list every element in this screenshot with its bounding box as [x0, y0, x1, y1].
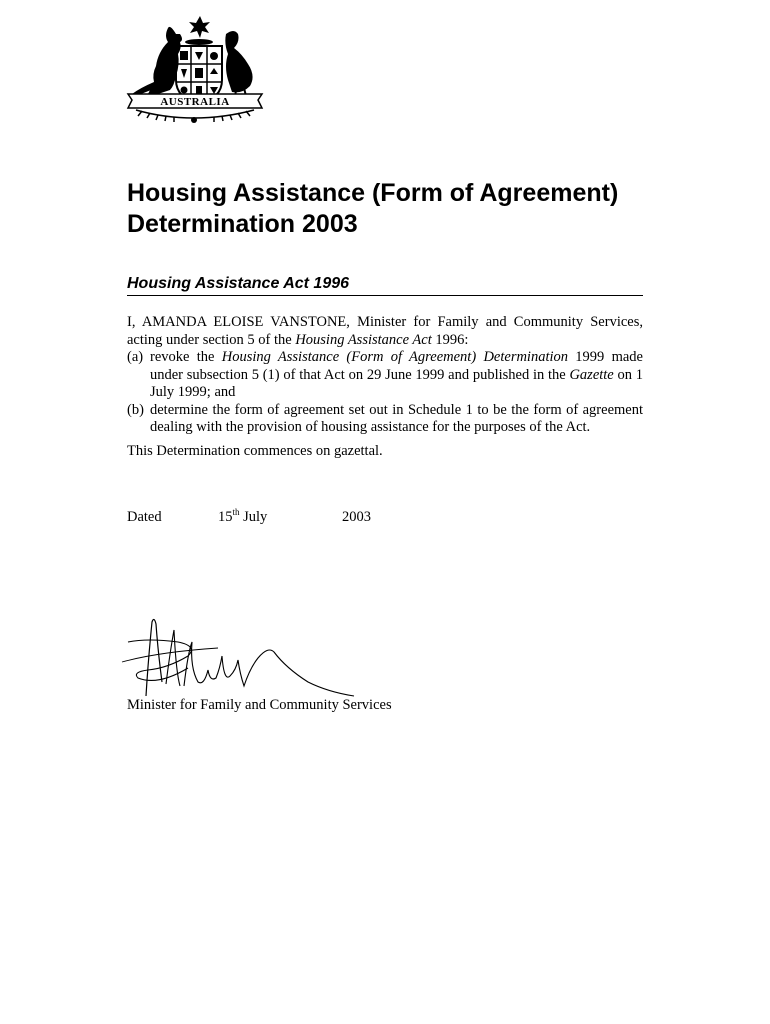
- dated-month: July: [243, 509, 268, 525]
- svg-text:AUSTRALIA: AUSTRALIA: [160, 96, 230, 108]
- coat-of-arms-crest: [124, 14, 266, 126]
- dated-day-suffix: th: [232, 507, 240, 517]
- gazette-name: Gazette: [569, 366, 614, 383]
- determination-title: Housing Assistance (Form of Agreement) Determination 2003: [127, 179, 619, 238]
- determination-body: [127, 314, 643, 460]
- dated-label: Dated: [127, 509, 162, 525]
- act-title: Housing Assistance Act 1996: [127, 274, 643, 296]
- item-text-part: 1999 made under subsection 5 (1) of that Act on 29 June 1999 and published in the: [150, 349, 643, 383]
- list-item-b: [127, 402, 643, 437]
- dated-day: 15: [218, 509, 233, 525]
- revoked-determination-name: Housing Assistance (Form of Agreement) Determination: [221, 349, 569, 365]
- item-text: determine the form of agreement set out in Schedule 1 to be the form of agreement dealing with the provision of housing assistance for the purposes of the Act.: [150, 401, 643, 435]
- signatory-title: Minister for Family and Community Services: [127, 697, 392, 713]
- intro-text-end: 1996:: [431, 331, 469, 348]
- item-text-part: revoke the: [150, 349, 222, 365]
- intro-act-name: Housing Assistance Act: [295, 331, 432, 348]
- dated-year: 2003: [342, 509, 371, 525]
- item-label: (b): [127, 401, 144, 418]
- dated-day-month: [218, 509, 267, 526]
- commencement-statement: This Determination commences on gazettal.: [127, 442, 383, 459]
- item-label: (a): [127, 349, 144, 365]
- item-text: [150, 349, 643, 402]
- signature: [118, 612, 363, 700]
- intro-paragraph: [127, 314, 643, 349]
- intro-text: I, AMANDA ELOISE VANSTONE, Minister for Family and Community Services, acting under section 5 of the: [127, 314, 643, 348]
- list-item-a: [127, 349, 643, 402]
- item-text-part: on 1 July 1999; and: [150, 366, 643, 400]
